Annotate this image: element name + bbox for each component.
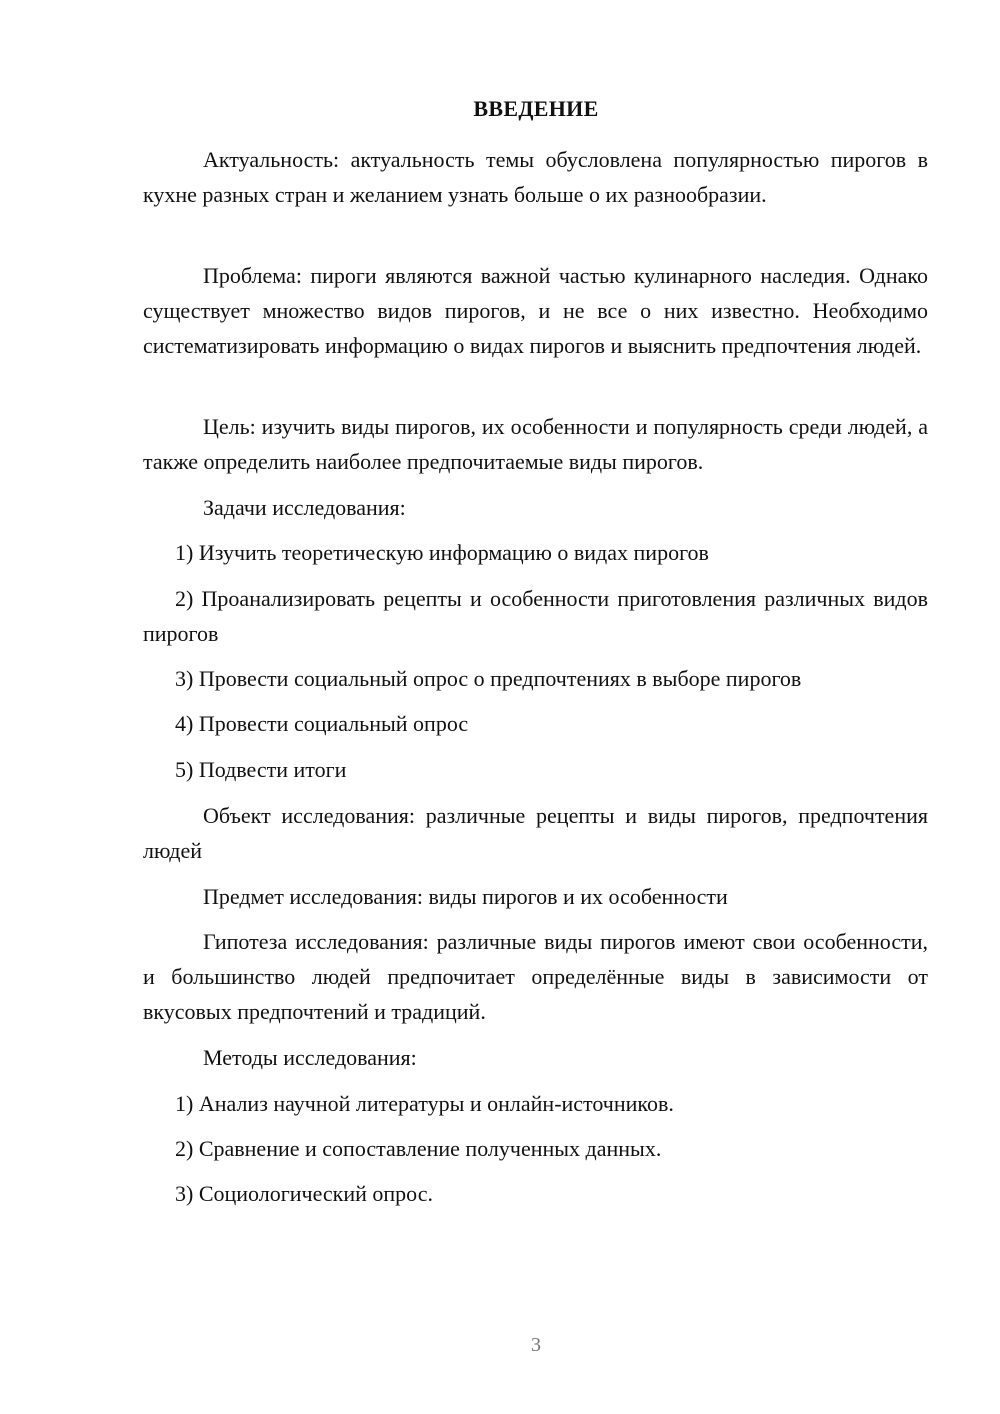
method-item: 2) Сравнение и сопоставление полученных данных. [175,1136,662,1161]
task-item: 4) Провести социальный опрос [175,711,469,736]
page-number: 3 [531,1334,541,1356]
method-item: 3) Социологический опрос. [175,1181,433,1206]
object-paragraph: Объект исследования: различные рецепты и виды пирогов, предпочтения людей [143,803,928,863]
task-item: 2) Проанализировать рецепты и особенности приготовления различных видов пирогов [143,586,928,646]
method-item: 1) Анализ научной литературы и онлайн-источников. [175,1091,674,1116]
task-item: 3) Провести социальный опрос о предпочтениях в выборе пирогов [175,666,802,691]
problem-paragraph: Проблема: пироги являются важной частью кулинарного наследия. Однако существует множество видов пирогов, и не все о них известно. Необходимо систематизировать информацию о видах пирогов и выяснить предпочтения людей. [143,263,928,358]
relevance-paragraph: Актуальность: актуальность темы обусловлена популярностью пирогов в кухне разных стран и желанием узнать больше о их разнообразии. [143,147,928,207]
task-item: 5) Подвести итоги [175,757,347,782]
tasks-heading: Задачи исследования: [203,495,406,520]
hypothesis-paragraph: Гипотеза исследования: различные виды пирогов имеют свои особенности, и большинство людей предпочитает определённые виды в зависимости от вкусовых предпочтений и традиций. [143,929,928,1024]
subject-paragraph: Предмет исследования: виды пирогов и их особенности [203,884,728,909]
methods-heading: Методы исследования: [203,1045,417,1070]
goal-paragraph: Цель: изучить виды пирогов, их особенности и популярность среди людей, а также определить наиболее предпочитаемые виды пирогов. [143,414,928,474]
task-item: 1) Изучить теоретическую информацию о видах пирогов [175,540,709,565]
page-title: ВВЕДЕНИЕ [473,96,599,121]
